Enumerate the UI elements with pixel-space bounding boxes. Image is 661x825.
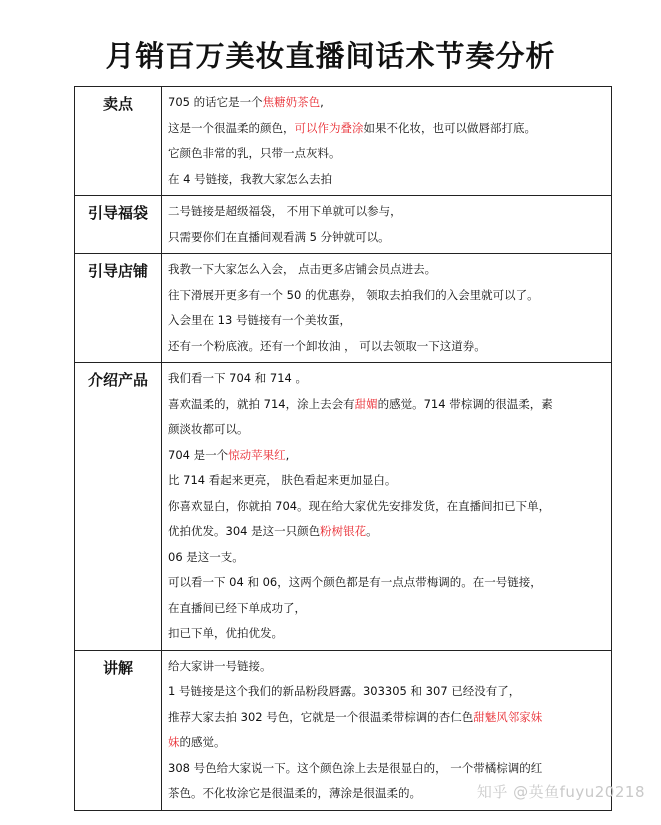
highlight-text: 焦糖奶茶色 [262, 95, 321, 109]
highlight-text: 妹 [168, 735, 180, 749]
script-line [168, 654, 605, 680]
script-line [168, 679, 605, 705]
script-line [168, 283, 605, 309]
line-text: 这是一个很温柔的颜色， [168, 120, 295, 135]
line-text: 06 是这一支。 [168, 549, 244, 564]
highlight-text: 甜媚 [354, 396, 378, 411]
section-label: 卖点 [75, 87, 162, 196]
line-text: 喜欢温柔的，就拍 714，涂上去会有 [168, 396, 355, 411]
line-text: 给大家讲一号链接。 [168, 658, 272, 673]
script-line [168, 443, 605, 469]
line-text: 308 号色给大家说一下。这个颜色涂上去是很显白的， 一个带橘棕调的红 [168, 760, 543, 775]
script-line [168, 257, 605, 283]
highlight-text: 惊动苹果红 [228, 447, 286, 462]
script-line [168, 730, 605, 756]
line-text: , [320, 95, 324, 109]
script-line [168, 334, 605, 360]
line-text: 扣已下单，优拍优发。 [168, 626, 283, 640]
line-text: 可以看一下 04 和 06，这两个颜色都是有一点点带梅调的。在一号链接， [168, 575, 542, 589]
line-text: 优拍优发。304 是这一只颜色 [168, 524, 321, 538]
script-line [168, 417, 605, 443]
line-text: 705 的话它是一个 [168, 95, 263, 109]
script-line [168, 90, 605, 116]
line-text: 1 号链接是这个我们的新品粉段唇露。303305 和 307 已经没有了， [168, 684, 521, 698]
line-text: 还有一个粉底液。还有一个卸妆油 ， 可以去领取一下这道券。 [168, 338, 486, 353]
line-text: 的感觉。 [179, 735, 226, 749]
line-text: 比 714 看起来更亮， 肤色看起来更加显白。 [168, 473, 397, 487]
section-row [75, 363, 612, 651]
line-text: 只需要你们在直播间观看满 5 分钟就可以。 [168, 229, 390, 244]
line-text: 如果不化妆，也可以做唇部打底。 [363, 120, 536, 135]
line-text: 推荐大家去拍 302 号色，它就是一个很温柔带棕调的杏仁色 [168, 709, 474, 724]
table-body [75, 87, 612, 811]
section-label: 讲解 [75, 650, 162, 810]
line-text: 的感觉。714 带棕调的很温柔，素 [377, 396, 553, 411]
highlight-text: 可以作为叠涂 [294, 120, 364, 135]
section-content [162, 363, 612, 651]
script-line [168, 705, 605, 731]
section-content [162, 254, 612, 363]
line-text: 茶色。不化妆涂它是很温柔的，薄涂是很温柔的。 [168, 786, 421, 800]
line-text: 704 是一个 [168, 447, 229, 462]
script-line [168, 308, 605, 334]
script-line [168, 116, 605, 142]
section-row [75, 87, 612, 196]
script-line [168, 756, 605, 782]
line-text: 我教一下大家怎么入会， 点击更多店铺会员点进去。 [168, 262, 437, 276]
page-title: 月销百万美妆直播间话术节奏分析 [105, 39, 556, 73]
script-line [168, 545, 605, 571]
line-text: 你喜欢显白，你就拍 704。现在给大家优先安排发货，在直播间扣已下单， [168, 498, 551, 513]
section-label: 介绍产品 [75, 363, 162, 651]
line-text: 往下滑展开更多有一个 50 的优惠券， 领取去拍我们的入会里就可以了。 [168, 287, 539, 302]
script-table [74, 86, 612, 811]
line-text: , [285, 447, 290, 462]
script-line [168, 621, 605, 647]
script-line [168, 468, 605, 494]
section-content [162, 196, 612, 254]
section-row [75, 254, 612, 363]
script-line [168, 570, 605, 596]
watermark: 知乎 @英鱼fuyu20218 [476, 783, 645, 801]
line-text: 它颜色非常的乳，只带一点灰料。 [168, 146, 341, 160]
script-line [168, 167, 605, 193]
section-label: 引导福袋 [75, 196, 162, 254]
line-text: 颜淡妆都可以。 [168, 422, 249, 436]
line-text: 二号链接是超级福袋， 不用下单就可以参与， [168, 204, 402, 218]
section-content [162, 87, 612, 196]
script-line [168, 596, 605, 622]
section-row [75, 196, 612, 254]
script-line [168, 366, 605, 392]
line-text: 在 4 号链接，我教大家怎么去拍 [168, 171, 333, 186]
section-label: 引导店铺 [75, 254, 162, 363]
highlight-text: 粉树银花 [320, 524, 367, 538]
script-line [168, 225, 605, 251]
line-text: 入会里在 13 号链接有一个美妆蛋， [168, 313, 351, 327]
script-line [168, 519, 605, 545]
script-line [168, 392, 605, 418]
line-text: 。 [366, 524, 378, 538]
script-line [168, 494, 605, 520]
highlight-text: 甜魅风邻家妹 [473, 709, 543, 724]
script-line [168, 141, 605, 167]
line-text: 我们看一下 704 和 714 。 [168, 371, 308, 385]
script-line [168, 199, 605, 225]
line-text: 在直播间已经下单成功了， [168, 600, 306, 615]
